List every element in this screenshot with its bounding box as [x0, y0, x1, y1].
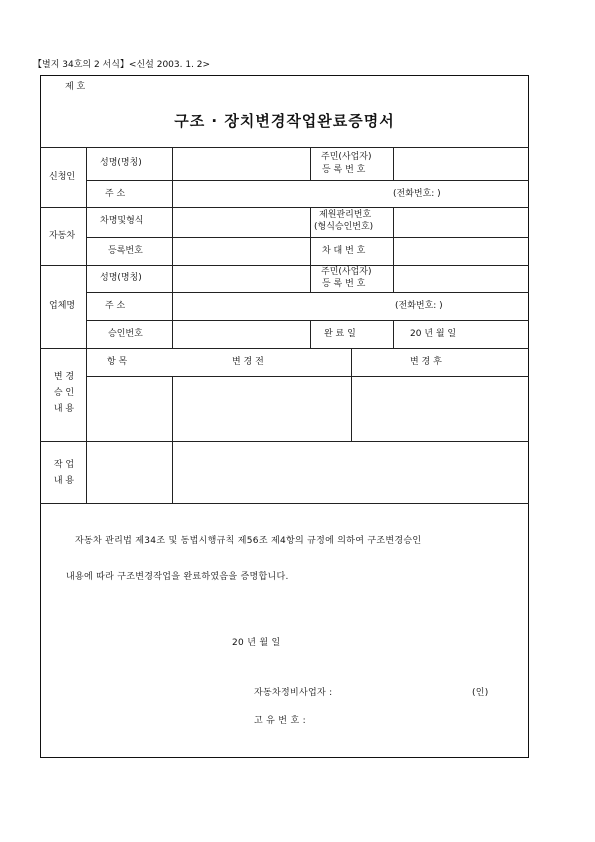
change-item-field[interactable]: [87, 377, 171, 440]
rule-company-bottom: [40, 348, 529, 349]
rule-company-id-left: [310, 265, 311, 292]
company-name-label: 성명(명칭): [100, 273, 142, 283]
vehicle-section-label: 자동차: [49, 231, 76, 241]
vehicle-approval-label-line2: (형식승인번호): [314, 222, 374, 232]
work-item-field[interactable]: [87, 442, 171, 502]
statement-line1: 자동차 관리법 제34조 및 동법시행규칙 제56조 제4항의 규정에 의하여 구조변경승인: [75, 536, 422, 546]
vehicle-model-field[interactable]: [173, 208, 309, 236]
company-phone-label: (전화번호: ): [395, 301, 443, 311]
form-header-note: 【별지 34호의 2 서식】<신설 2003. 1. 2>: [33, 60, 211, 70]
document-number-label: 제 호: [65, 82, 86, 92]
applicant-name-field[interactable]: [173, 148, 309, 179]
vehicle-chassis-field[interactable]: [394, 238, 528, 264]
company-approval-no-field[interactable]: [173, 321, 309, 347]
applicant-name-label: 성명(명칭): [100, 158, 142, 168]
unique-number-label: 고 유 번 호 :: [254, 716, 306, 726]
change-section-label-line2: 승 인: [53, 388, 75, 398]
company-address-field[interactable]: [173, 293, 388, 319]
business-operator-field[interactable]: [360, 680, 465, 696]
rule-work-bottom: [40, 503, 529, 504]
applicant-address-field[interactable]: [173, 181, 388, 206]
company-id-label-line1: 주민(사업자): [321, 267, 372, 277]
vehicle-reg-field[interactable]: [173, 238, 309, 264]
company-address-label: 주 소: [105, 301, 126, 311]
rule-completion-left: [310, 320, 311, 348]
change-section-label-line1: 변 경: [53, 372, 75, 382]
applicant-id-label-line1: 주민(사업자): [321, 152, 372, 162]
business-operator-label: 자동차정비사업자 :: [254, 688, 333, 698]
applicant-section-label: 신청인: [49, 172, 76, 182]
change-col-before-header: 변 경 전: [232, 357, 264, 367]
change-section-label-line3: 내 용: [53, 404, 75, 414]
form-title: 구조 · 장치변경작업완료증명서: [174, 112, 395, 130]
change-before-field[interactable]: [173, 377, 350, 440]
company-id-label-line2: 등 록 번 호: [322, 279, 366, 289]
company-id-field[interactable]: [394, 266, 528, 291]
unique-number-field[interactable]: [360, 708, 500, 724]
statement-line2: 내용에 따라 구조변경작업을 완료하였음을 증명합니다.: [66, 572, 289, 582]
vehicle-reg-label: 등록번호: [108, 246, 143, 256]
statement-date: 20 년 월 일: [232, 638, 281, 648]
rule-completion-right: [393, 320, 394, 348]
company-approval-no-label: 승인번호: [108, 329, 143, 339]
completion-date-value: 20 년 월 일: [410, 329, 457, 339]
change-after-field[interactable]: [352, 377, 528, 440]
applicant-phone-label: (전화번호: ): [393, 189, 441, 199]
applicant-id-label-line2: 등 록 번 호: [322, 165, 366, 175]
change-section-label: [44, 369, 84, 417]
vehicle-approval-label-line1: 제원관리번호: [319, 210, 372, 220]
work-section-label-line1: 작 업: [53, 460, 75, 470]
company-section-label: 업체명: [49, 301, 76, 311]
company-name-field[interactable]: [173, 266, 309, 291]
applicant-address-label: 주 소: [105, 189, 126, 199]
work-section-label: [44, 457, 84, 489]
completion-date-label: 완 료 일: [324, 329, 356, 339]
work-section-label-line2: 내 용: [53, 476, 75, 486]
rule-applicant-id-left: [310, 147, 311, 180]
rule-vehicle-left: [310, 207, 311, 265]
change-col-item-header: 항 목: [107, 357, 128, 367]
vehicle-chassis-label: 차 대 번 호: [322, 246, 366, 256]
seal-mark: (인): [472, 688, 489, 698]
applicant-id-field[interactable]: [394, 148, 528, 179]
vehicle-approval-field[interactable]: [394, 208, 528, 236]
work-content-field[interactable]: [173, 442, 528, 502]
vehicle-model-label: 차명및형식: [100, 216, 144, 226]
change-col-after-header: 변 경 후: [410, 357, 442, 367]
